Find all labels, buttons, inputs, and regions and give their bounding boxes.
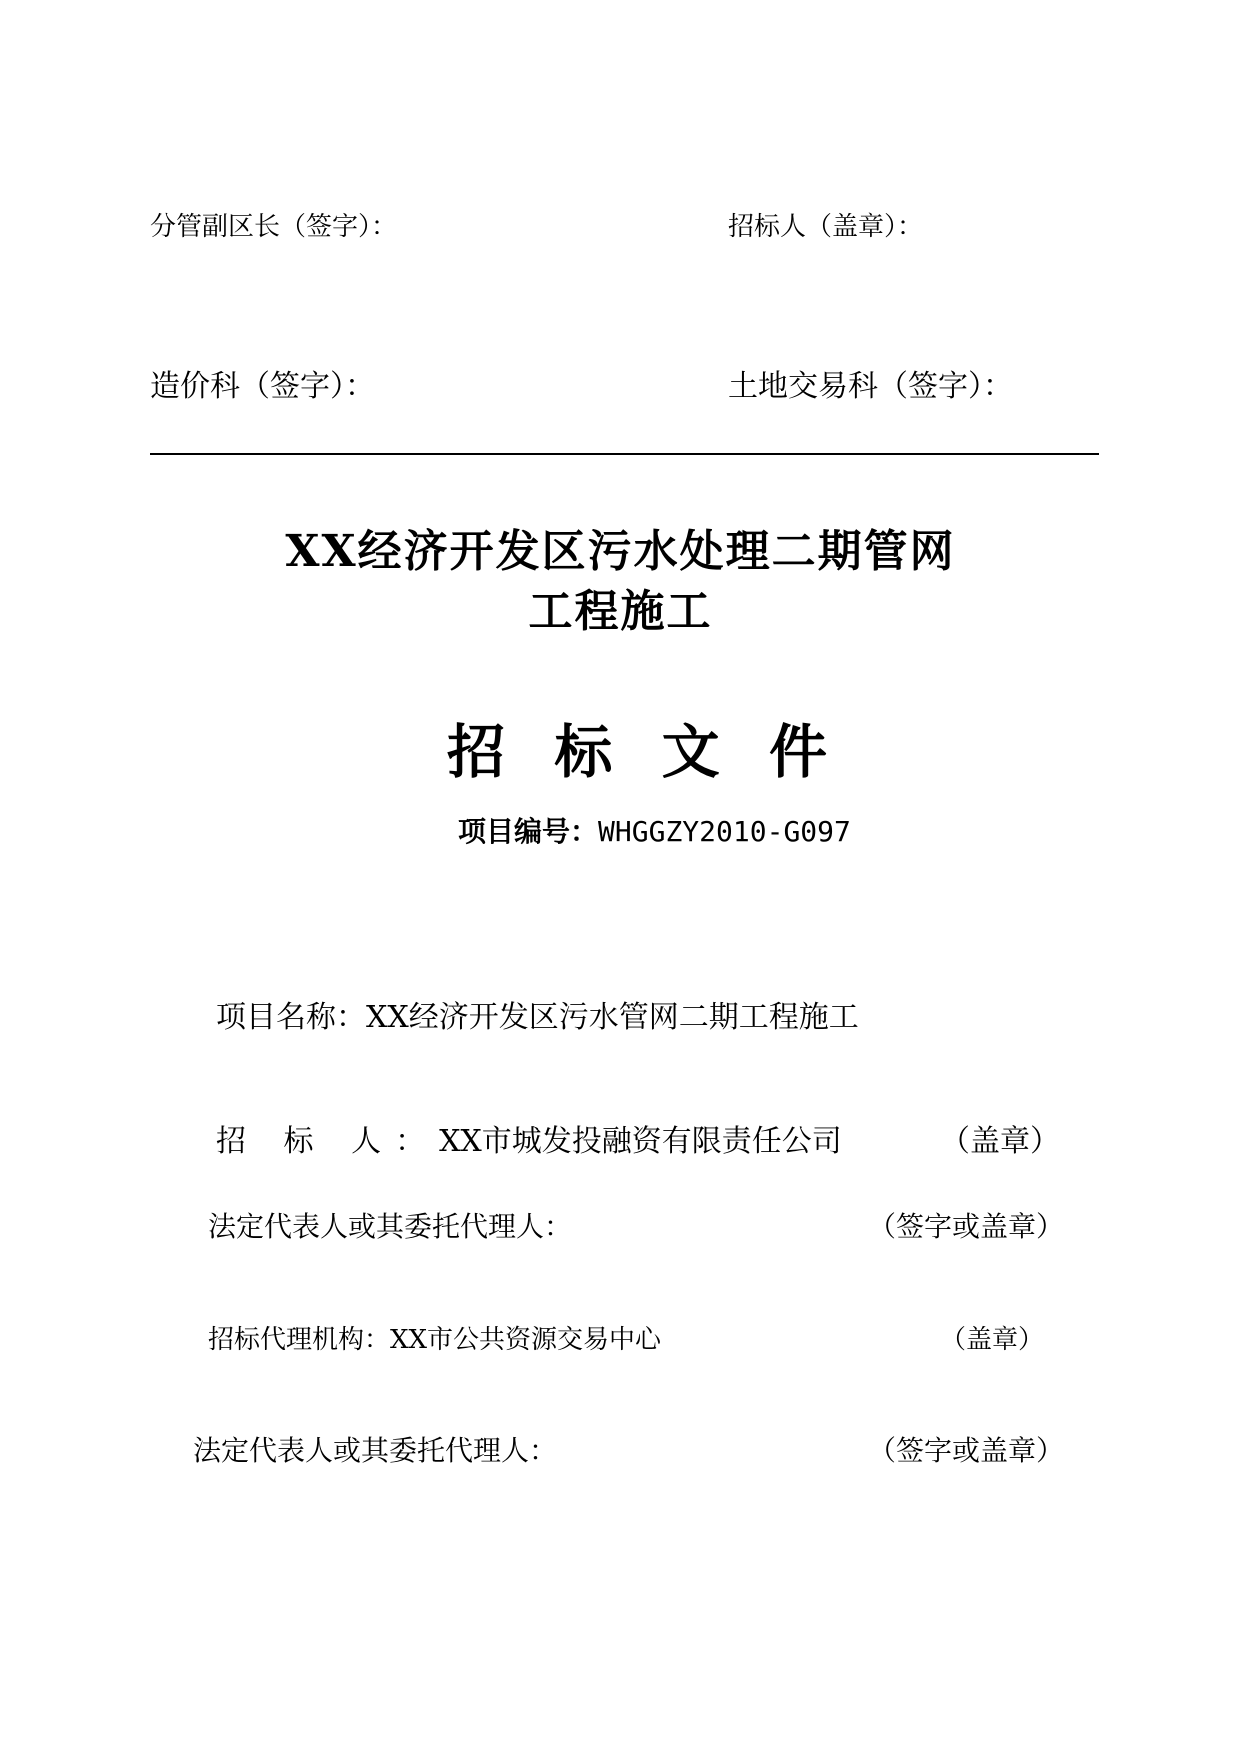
tenderer-representative-label: 法定代表人或其委托代理人： — [208, 1210, 573, 1243]
agency — [208, 1327, 661, 1353]
tenderer — [216, 1124, 842, 1159]
project-name — [216, 1000, 859, 1035]
project-name-value: XX经济开发区污水管网二期工程施工 — [366, 1000, 859, 1035]
tenderer-seal: （盖章） — [940, 1124, 1060, 1159]
tenderer-seal-label: 招标人（盖章）： — [728, 212, 924, 242]
deputy-district-head-signature-label: 分管副区长（签字）： — [150, 212, 398, 242]
tenderer-representative-seal: （签字或盖章） — [868, 1210, 1065, 1243]
project-number-label: 项目编号： — [458, 815, 599, 848]
project-number-value: WHGGZY2010-G097 — [598, 815, 851, 848]
agency-value: XX市公共资源交易中心 — [390, 1325, 662, 1355]
agency-label: 招标代理机构： — [208, 1325, 391, 1355]
doc-heading-char: 标 — [554, 718, 613, 786]
cost-section-signature-label: 造价科（签字）： — [150, 369, 375, 404]
land-trading-section-signature-label: 土地交易科（签字）： — [728, 369, 1013, 404]
document-title-line-1: XX经济开发区污水处理二期管网 — [285, 526, 956, 577]
document-heading — [447, 718, 827, 786]
project-name-label: 项目名称： — [216, 1000, 366, 1035]
document-title-line-2: 工程施工 — [528, 586, 713, 637]
tenderer-label: 招 标 人： — [216, 1124, 440, 1159]
doc-heading-char: 文 — [661, 718, 720, 786]
doc-heading-char: 件 — [768, 718, 827, 786]
tenderer-value: XX市城发投融资有限责任公司 — [439, 1124, 842, 1159]
doc-heading-char: 招 — [447, 718, 506, 786]
project-number — [458, 815, 851, 848]
header-divider — [150, 453, 1099, 455]
agency-seal: （盖章） — [940, 1325, 1045, 1355]
agency-representative-label: 法定代表人或其委托代理人： — [193, 1434, 558, 1467]
agency-representative-seal: （签字或盖章） — [868, 1434, 1065, 1467]
